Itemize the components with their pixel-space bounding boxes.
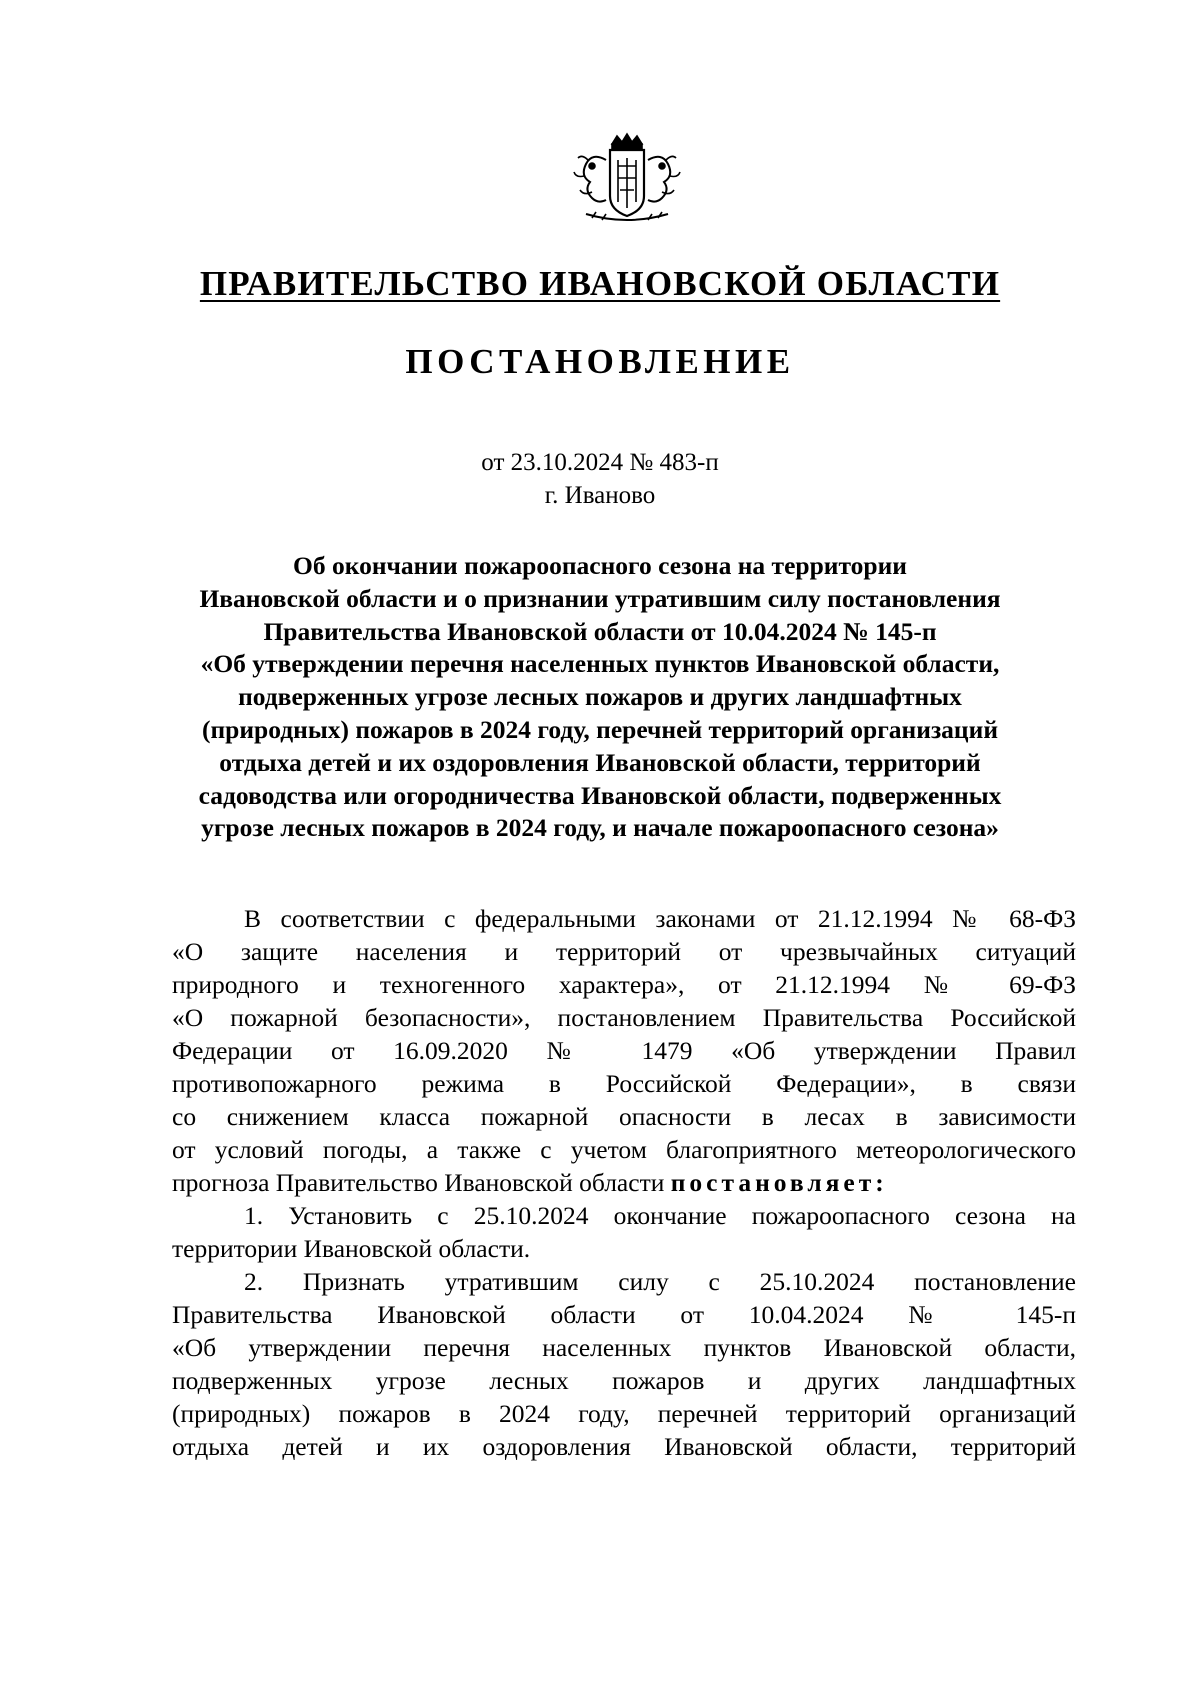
preamble-line: Федерации от 16.09.2020 № 1479 «Об утверждении Правил bbox=[172, 1036, 1076, 1065]
item-2-line: 2. Признать утратившим силу с 25.10.2024 постановление bbox=[244, 1267, 1076, 1296]
document-meta bbox=[150, 446, 1050, 512]
heading-line: «Об утверждении перечня населенных пунктов Ивановской области, bbox=[200, 649, 1000, 679]
preamble-line-final bbox=[172, 1166, 1076, 1199]
document-type: ПОСТАНОВЛЕНИЕ bbox=[405, 342, 795, 381]
organization-title: ПРАВИТЕЛЬСТВО ИВАНОВСКОЙ ОБЛАСТИ bbox=[199, 264, 1001, 303]
preamble-line: со снижением класса пожарной опасности в лесах в зависимости bbox=[172, 1102, 1076, 1131]
city: г. Иваново bbox=[544, 482, 656, 509]
heading-line: отдыха детей и их оздоровления Ивановской области, территорий bbox=[219, 747, 981, 777]
item-1-line: 1. Установить с 25.10.2024 окончание пожароопасного сезона на bbox=[244, 1201, 1076, 1230]
preamble-final-text: прогноза Правительство Ивановской области bbox=[172, 1168, 671, 1197]
item-2-line: (природных) пожаров в 2024 году, перечней территорий организаций bbox=[172, 1399, 1076, 1428]
date-number: от 23.10.2024 № 483-п bbox=[481, 449, 719, 476]
heading-line: Ивановской области и о признании утратившим силу постановления bbox=[199, 583, 1001, 613]
preamble-line: «О защите населения и территорий от чрезвычайных ситуаций bbox=[172, 937, 1076, 966]
item-2-line: «Об утверждении перечня населенных пунктов Ивановской области, bbox=[172, 1333, 1076, 1362]
heading-line: Об окончании пожароопасного сезона на территории bbox=[293, 551, 907, 580]
heading-line: (природных) пожаров в 2024 году, перечней территорий организаций bbox=[201, 714, 999, 744]
preamble-line: противопожарного режима в Российской Федерации», в связи bbox=[172, 1069, 1076, 1098]
item-1-line: территории Ивановской области. bbox=[172, 1234, 531, 1263]
item-2-line: Правительства Ивановской области от 10.04.2024 № 145-п bbox=[172, 1300, 1076, 1329]
preamble-line: В соответствии с федеральными законами от 21.12.1994 № 68-ФЗ bbox=[244, 904, 1076, 933]
heading-line: подверженных угрозе лесных пожаров и других ландшафтных bbox=[238, 682, 962, 712]
item-2-line: отдыха детей и их оздоровления Ивановской области, территорий bbox=[172, 1432, 1076, 1461]
item-2-line: подверженных угрозе лесных пожаров и других ландшафтных bbox=[172, 1366, 1076, 1395]
document-heading bbox=[150, 550, 1050, 845]
heading-line: садоводства или огородничества Ивановской области, подверженных bbox=[198, 780, 1002, 810]
preamble-line: от условий погоды, а также с учетом благоприятного метеорологического bbox=[172, 1135, 1076, 1164]
heading-line: Правительства Ивановской области от 10.04.2024 № 145-п bbox=[263, 616, 937, 646]
preamble-line: «О пожарной безопасности», постановлением Правительства Российской bbox=[172, 1003, 1076, 1032]
resolves-keyword: постановляет: bbox=[670, 1168, 888, 1197]
heading-line: угрозе лесных пожаров в 2024 году, и начале пожароопасного сезона» bbox=[201, 813, 999, 843]
coat-of-arms-emblem bbox=[562, 130, 692, 230]
preamble-line: природного и техногенного характера», от 21.12.1994 № 69-ФЗ bbox=[172, 970, 1076, 999]
document-body bbox=[172, 902, 1076, 1463]
